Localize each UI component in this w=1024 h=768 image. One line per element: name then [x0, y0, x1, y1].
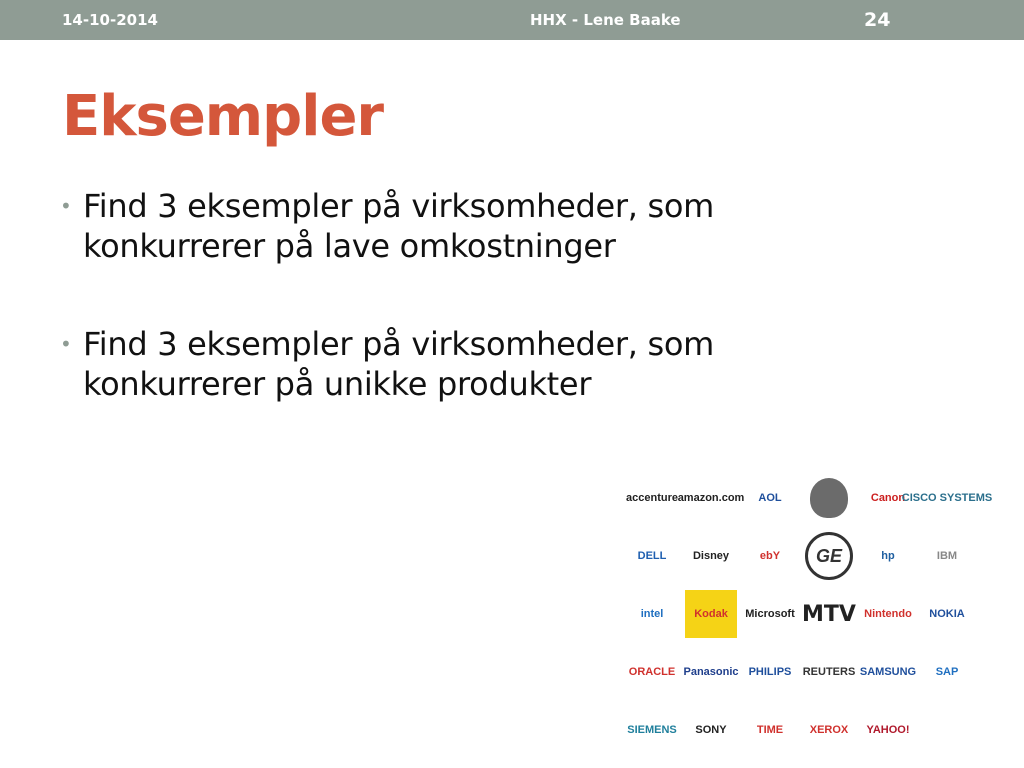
brand-logo-nintendo: Nintendo	[864, 608, 912, 620]
brand-logo-microsoft: Microsoft	[745, 608, 795, 620]
slide-number: 24	[864, 9, 891, 31]
bullet-dot-icon: •	[60, 332, 72, 356]
brand-logo-disney: Disney	[692, 550, 730, 562]
brand-logo-nokia: NOKIA	[929, 608, 965, 620]
brand-logo-eby: ebY	[759, 550, 781, 562]
brand-logo-reuters: REUTERS	[802, 666, 856, 678]
brand-logo-amazon-com: amazon.com	[677, 492, 745, 504]
brand-logo-siemens: SIEMENS	[627, 724, 677, 736]
brand-logo-hp: hp	[881, 550, 895, 562]
brand-logo-yahoo: YAHOO!	[866, 724, 910, 736]
brand-logo-kodak: Kodak	[685, 590, 737, 638]
apple-icon	[810, 478, 848, 518]
brand-logo-mtv: MTV	[802, 601, 856, 627]
bullet-item	[58, 186, 818, 266]
brand-logo-dell: DELL	[637, 550, 667, 562]
brand-logo-sap: SAP	[935, 666, 959, 678]
brand-logo-ibm: IBM	[936, 550, 958, 562]
brand-logo-cisco-systems: CISCO SYSTEMS	[901, 492, 993, 504]
brand-logo-accenture: accenture	[626, 492, 678, 504]
brand-logo-xerox: XEROX	[809, 724, 849, 736]
bullet-item	[58, 324, 818, 404]
bullet-line: konkurrerer på unikke produkter	[83, 365, 592, 403]
slide-header-bar	[0, 0, 1024, 40]
brand-logo-canon: Canon	[870, 492, 906, 504]
brand-logo-samsung: SAMSUNG	[859, 666, 917, 678]
brand-logo-apple	[799, 472, 859, 524]
brand-logo-ge: GE	[805, 532, 853, 580]
brand-logo-philips: PHILIPS	[748, 666, 792, 678]
brand-logo-panasonic: Panasonic	[683, 666, 739, 678]
slide-footer-text: HHX - Lene Baake	[530, 11, 681, 29]
brand-logo-grid	[622, 472, 993, 752]
brand-logo-time: TIME	[756, 724, 784, 736]
bullet-dot-icon: •	[60, 194, 72, 218]
slide-title: Eksempler	[62, 84, 384, 149]
bullet-line: konkurrerer på lave omkostninger	[83, 227, 616, 265]
bullet-line: Find 3 eksempler på virksomheder, som	[83, 325, 715, 363]
brand-logo-intel: intel	[640, 608, 664, 620]
bullet-list	[58, 186, 818, 462]
brand-logo-oracle: ORACLE	[628, 666, 676, 678]
slide-date: 14-10-2014	[62, 11, 158, 29]
bullet-line: Find 3 eksempler på virksomheder, som	[83, 187, 715, 225]
brand-logo-sony: SONY	[695, 724, 727, 736]
brand-logo-aol: AOL	[758, 492, 782, 504]
